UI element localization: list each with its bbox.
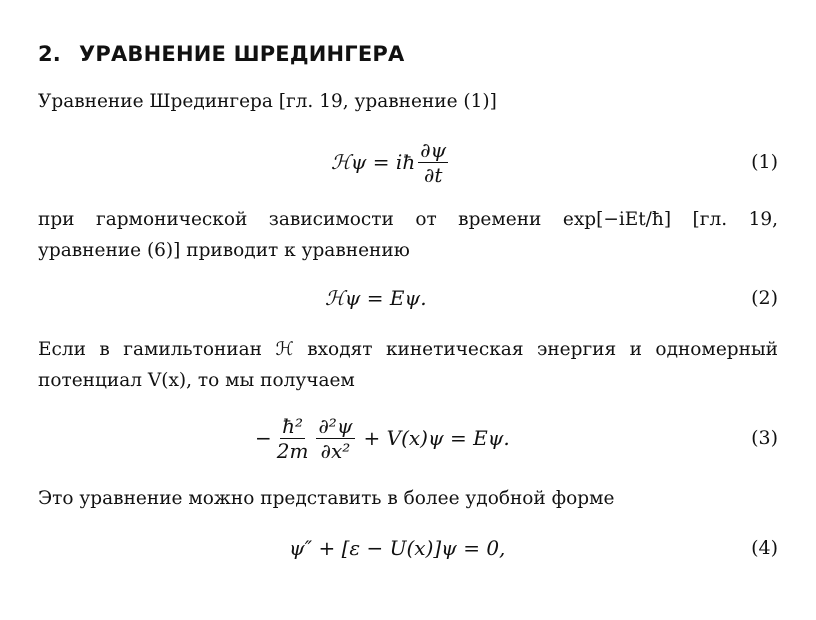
equation-3 bbox=[38, 408, 778, 468]
equation-4-number: (4) bbox=[751, 537, 778, 559]
equation-1-lhs: ℋψ = iħ bbox=[331, 150, 416, 174]
equation-3-number: (3) bbox=[751, 427, 778, 449]
equation-3-fraction-1 bbox=[275, 414, 311, 463]
equation-3-minus: − bbox=[255, 426, 272, 450]
equation-2-formula: ℋψ = Eψ. bbox=[325, 286, 427, 310]
equation-1-formula bbox=[331, 132, 451, 192]
paragraph-4-text: Это уравнение можно представить в более удобной форме bbox=[38, 488, 615, 509]
equation-3-fraction-1-numerator: ħ² bbox=[282, 413, 304, 438]
paragraph-2-line-2: уравнение (6)] приводит к уравнению bbox=[38, 240, 410, 261]
section-number: 2. bbox=[38, 42, 61, 66]
paragraph-2-line-1: при гармонической зависимости от времени exp[−iEt/ħ] [гл. 19, bbox=[38, 209, 778, 230]
equation-2-number: (2) bbox=[751, 287, 778, 309]
equation-3-rest: + V(x)ψ = Eψ. bbox=[363, 426, 510, 450]
equation-3-fraction-2 bbox=[316, 414, 354, 463]
paragraph-3 bbox=[38, 334, 778, 396]
equation-1-denominator: ∂t bbox=[424, 162, 443, 187]
equation-1-numerator: ∂ψ bbox=[420, 137, 447, 162]
equation-2 bbox=[38, 268, 778, 328]
equation-3-formula bbox=[255, 408, 510, 468]
equation-1-fraction bbox=[418, 138, 448, 187]
paragraph-3-line-2: потенциал V(x), то мы получаем bbox=[38, 370, 355, 391]
equation-4-formula: ψ″ + [ε − U(x)]ψ = 0, bbox=[289, 536, 506, 560]
paragraph-3-line-1: Если в гамильтониан ℋ входят кинетическая энергия и одномерный bbox=[38, 339, 778, 360]
intro-paragraph bbox=[38, 86, 778, 117]
intro-text: Уравнение Шредингера [гл. 19, уравнение (1)] bbox=[38, 91, 497, 112]
paragraph-4 bbox=[38, 483, 778, 514]
equation-3-fraction-1-denominator: 2m bbox=[276, 438, 309, 463]
equation-3-fraction-2-numerator: ∂²ψ bbox=[318, 413, 353, 438]
equation-1 bbox=[38, 132, 778, 192]
equation-1-number: (1) bbox=[751, 151, 778, 173]
section-title: УРАВНЕНИЕ ШРЕДИНГЕРА bbox=[79, 42, 405, 66]
equation-3-fraction-2-denominator: ∂x² bbox=[320, 438, 351, 463]
section-heading bbox=[38, 42, 404, 66]
equation-4 bbox=[38, 518, 778, 578]
paragraph-2 bbox=[38, 204, 778, 266]
